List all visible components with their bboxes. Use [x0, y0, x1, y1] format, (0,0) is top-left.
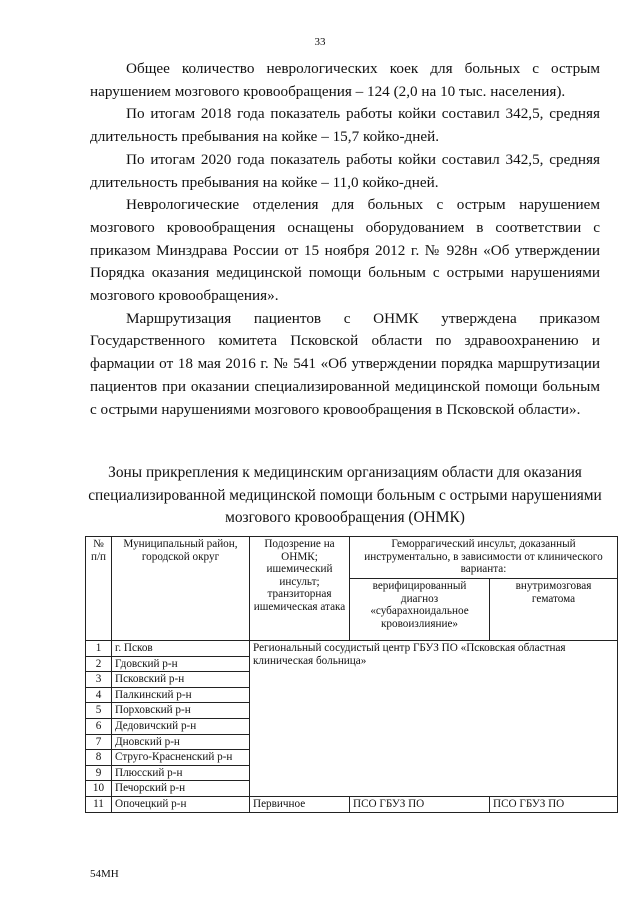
- body-text: [90, 58, 600, 421]
- row-district: Палкинский р-н: [112, 687, 250, 703]
- header-verified: верифицированный диагноз «субарахноидальное кровоизлияние»: [350, 579, 490, 641]
- row-num: 11: [86, 796, 112, 812]
- row-verified: ПСО ГБУЗ ПО: [350, 796, 490, 812]
- table-row: [86, 641, 618, 657]
- page-number: 33: [314, 36, 326, 48]
- row-district: Струго-Красненский р-н: [112, 750, 250, 766]
- row-hematoma: ПСО ГБУЗ ПО: [490, 796, 618, 812]
- header-suspicion: Подозрение на ОНМК; ишемический инсульт; транзиторная ишемическая атака: [250, 537, 350, 641]
- header-num: № п/п: [86, 537, 112, 641]
- row-num: 8: [86, 750, 112, 766]
- row-num: 4: [86, 687, 112, 703]
- row-num: 1: [86, 641, 112, 657]
- header-district: Муниципальный район, городской округ: [112, 537, 250, 641]
- row-district: Дедовичский р-н: [112, 718, 250, 734]
- row-district: Плюсский р-н: [112, 765, 250, 781]
- row-num: 6: [86, 718, 112, 734]
- row-num: 5: [86, 703, 112, 719]
- row-num: 9: [86, 765, 112, 781]
- paragraph: Неврологические отделения для больных с острым нарушением мозгового кровообращения оснащены оборудованием в соответствии с приказом Минздрава России от 15 ноября 2012 г. № 928н «Об утверждении Порядка оказания медицинской помощи больным с острыми нарушениями мозгового кровообращения».: [90, 196, 600, 305]
- paragraph: Маршрутизация пациентов с ОНМК утверждена приказом Государственного комитета Псковской области по здравоохранению и фармации от 18 мая 2016 г. № 541 «Об утверждении порядка маршрутизации пациентов при оказании специализированной медицинской помощи больным с острыми нарушениями мозгового кровообращения в Псковской области».: [90, 309, 600, 418]
- row-district: Опочецкий р-н: [112, 796, 250, 812]
- row-num: 7: [86, 734, 112, 750]
- merged-center-cell: Региональный сосудистый центр ГБУЗ ПО «Псковская областная клиническая больница»: [250, 641, 618, 797]
- section-title: Зоны прикрепления к медицинским организациям области для оказания специализированной медицинской помощи больным с острыми нарушениями мозгового кровообращения (ОНМК): [88, 464, 602, 526]
- row-num: 10: [86, 781, 112, 797]
- paragraph: По итогам 2018 года показатель работы койки составил 342,5, средняя длительность пребывания на койке – 15,7 койко-дней.: [90, 105, 600, 146]
- row-suspicion: Первичное: [250, 796, 350, 812]
- row-district: г. Псков: [112, 641, 250, 657]
- row-district: Псковский р-н: [112, 672, 250, 688]
- row-district: Дновский р-н: [112, 734, 250, 750]
- paragraph: Общее количество неврологических коек для больных с острым нарушением мозгового кровообращения – 124 (2,0 на 10 тыс. населения).: [90, 60, 600, 100]
- row-district: Печорский р-н: [112, 781, 250, 797]
- row-num: 2: [86, 656, 112, 672]
- table-row: [86, 796, 618, 812]
- row-district: Гдовский р-н: [112, 656, 250, 672]
- paragraph: По итогам 2020 года показатель работы койки составил 342,5, средняя длительность пребывания на койке – 11,0 койко-дней.: [90, 150, 600, 191]
- header-hematoma: внутримозговая гематома: [490, 579, 618, 641]
- header-hemorrhagic: Геморрагический инсульт, доказанный инструментально, в зависимости от клинического варианта:: [350, 537, 618, 579]
- row-num: 3: [86, 672, 112, 688]
- footer-code: 54МН: [90, 868, 119, 880]
- row-district: Порховский р-н: [112, 703, 250, 719]
- zones-table: [85, 536, 618, 813]
